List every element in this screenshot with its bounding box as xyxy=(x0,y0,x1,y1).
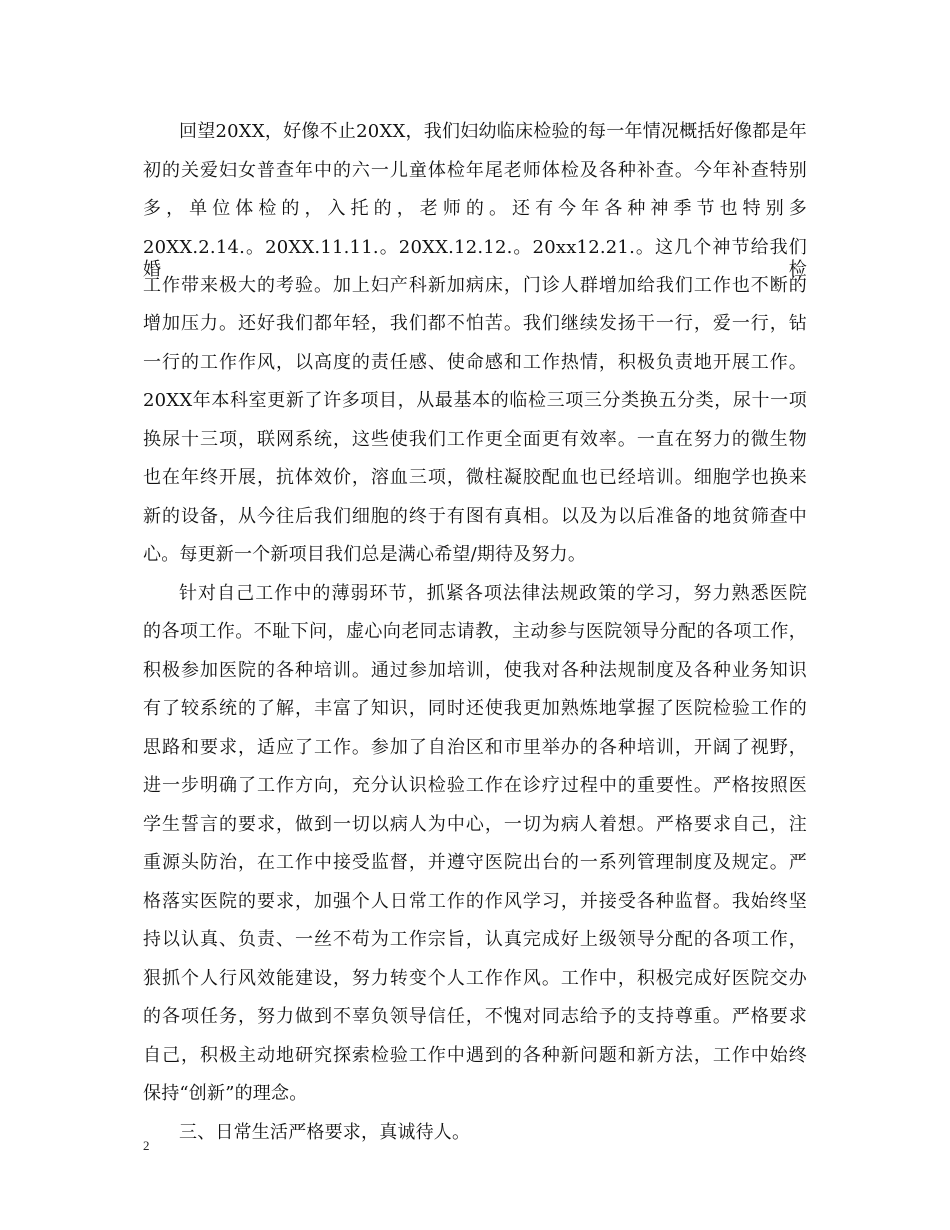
paragraph-2-line-10: 持以认真、负责、一丝不苟为工作宗旨，认真完成好上级领导分配的各项工作， xyxy=(143,929,807,950)
paragraph-1-line-4: 20XX.2.14.。20XX.11.11.。20XX.12.12.。20xx12.21.。这几个神节给我们婚检 xyxy=(143,237,807,280)
paragraph-2-line-11: 狠抓个人行风效能建设，努力转变个人工作作风。工作中，积极完成好医院交办 xyxy=(143,968,807,989)
paragraph-2-line-9: 格落实医院的要求，加强个人日常工作的作风学习，并接受各种监督。我始终坚 xyxy=(143,891,807,912)
paragraph-1-line-12: 心。每更新一个新项目我们总是满心希望/期待及努力。 xyxy=(143,544,587,565)
page-number: 2 xyxy=(143,1138,150,1153)
paragraph-2-line-4: 有了较系统的了解，丰富了知识，同时还使我更加熟炼地掌握了医院检验工作的 xyxy=(143,698,807,719)
paragraph-2-line-12: 的各项任务，努力做到不辜负领导信任，不愧对同志给予的支持尊重。严格要求 xyxy=(143,1006,807,1027)
paragraph-1-line-8: 20XX年本科室更新了许多项目，从最基本的临检三项三分类换五分类，尿十一项 xyxy=(143,390,807,411)
section-heading: 三、日常生活严格要求，真诚待人。 xyxy=(179,1122,471,1143)
paragraph-1-line-3: 多，单位体检的，入托的，老师的。还有今年各种神季节也特别多 xyxy=(143,198,807,219)
paragraph-2-line-5: 思路和要求，适应了工作。参加了自治区和市里举办的各种培训，开阔了视野， xyxy=(143,737,807,758)
paragraph-2-line-2: 的各项工作。不耻下问，虚心向老同志请教，主动参与医院领导分配的各项工作， xyxy=(143,621,807,642)
paragraph-1-line-6: 增加压力。还好我们都年轻，我们都不怕苦。我们继续发扬干一行，爱一行，钻 xyxy=(143,313,807,334)
paragraph-1-line-9: 换尿十三项，联网系统，这些使我们工作更全面更有效率。一直在努力的微生物 xyxy=(143,429,807,450)
paragraph-2-line-8: 重源头防治，在工作中接受监督，并遵守医院出台的一系列管理制度及规定。严 xyxy=(143,852,807,873)
paragraph-2-line-14: 保持“创新”的理念。 xyxy=(143,1083,308,1104)
paragraph-1-line-11: 新的设备，从今往后我们细胞的终于有图有真相。以及为以后准备的地贫筛查中 xyxy=(143,506,807,527)
paragraph-1-line-10: 也在年终开展，抗体效价，溶血三项，微柱凝胶配血也已经培训。细胞学也换来 xyxy=(143,467,807,488)
paragraph-2-line-3: 积极参加医院的各种培训。通过参加培训，使我对各种法规制度及各种业务知识 xyxy=(143,660,807,681)
paragraph-2-line-1: 针对自己工作中的薄弱环节，抓紧各项法律法规政策的学习，努力熟悉医院 xyxy=(179,583,807,604)
paragraph-2-line-7: 学生誓言的要求，做到一切以病人为中心，一切为病人着想。严格要求自己，注 xyxy=(143,814,807,835)
paragraph-1-line-2: 初的关爱妇女普查年中的六一儿童体检年尾老师体检及各种补查。今年补查特别 xyxy=(143,160,807,181)
paragraph-1-line-7: 一行的工作作风，以高度的责任感、使命感和工作热情，积极负责地开展工作。 xyxy=(143,352,807,373)
paragraph-1-line-5: 工作带来极大的考验。加上妇产科新加病床，门诊人群增加给我们工作也不断的 xyxy=(143,275,807,296)
paragraph-1-line-1: 回望20XX，好像不止20XX，我们妇幼临床检验的每一年情况概括好像都是年 xyxy=(179,121,807,142)
paragraph-2-line-13: 自己，积极主动地研究探索检验工作中遇到的各种新问题和新方法，工作中始终 xyxy=(143,1045,807,1066)
paragraph-2-line-6: 进一步明确了工作方向，充分认识检验工作在诊疗过程中的重要性。严格按照医 xyxy=(143,775,807,796)
